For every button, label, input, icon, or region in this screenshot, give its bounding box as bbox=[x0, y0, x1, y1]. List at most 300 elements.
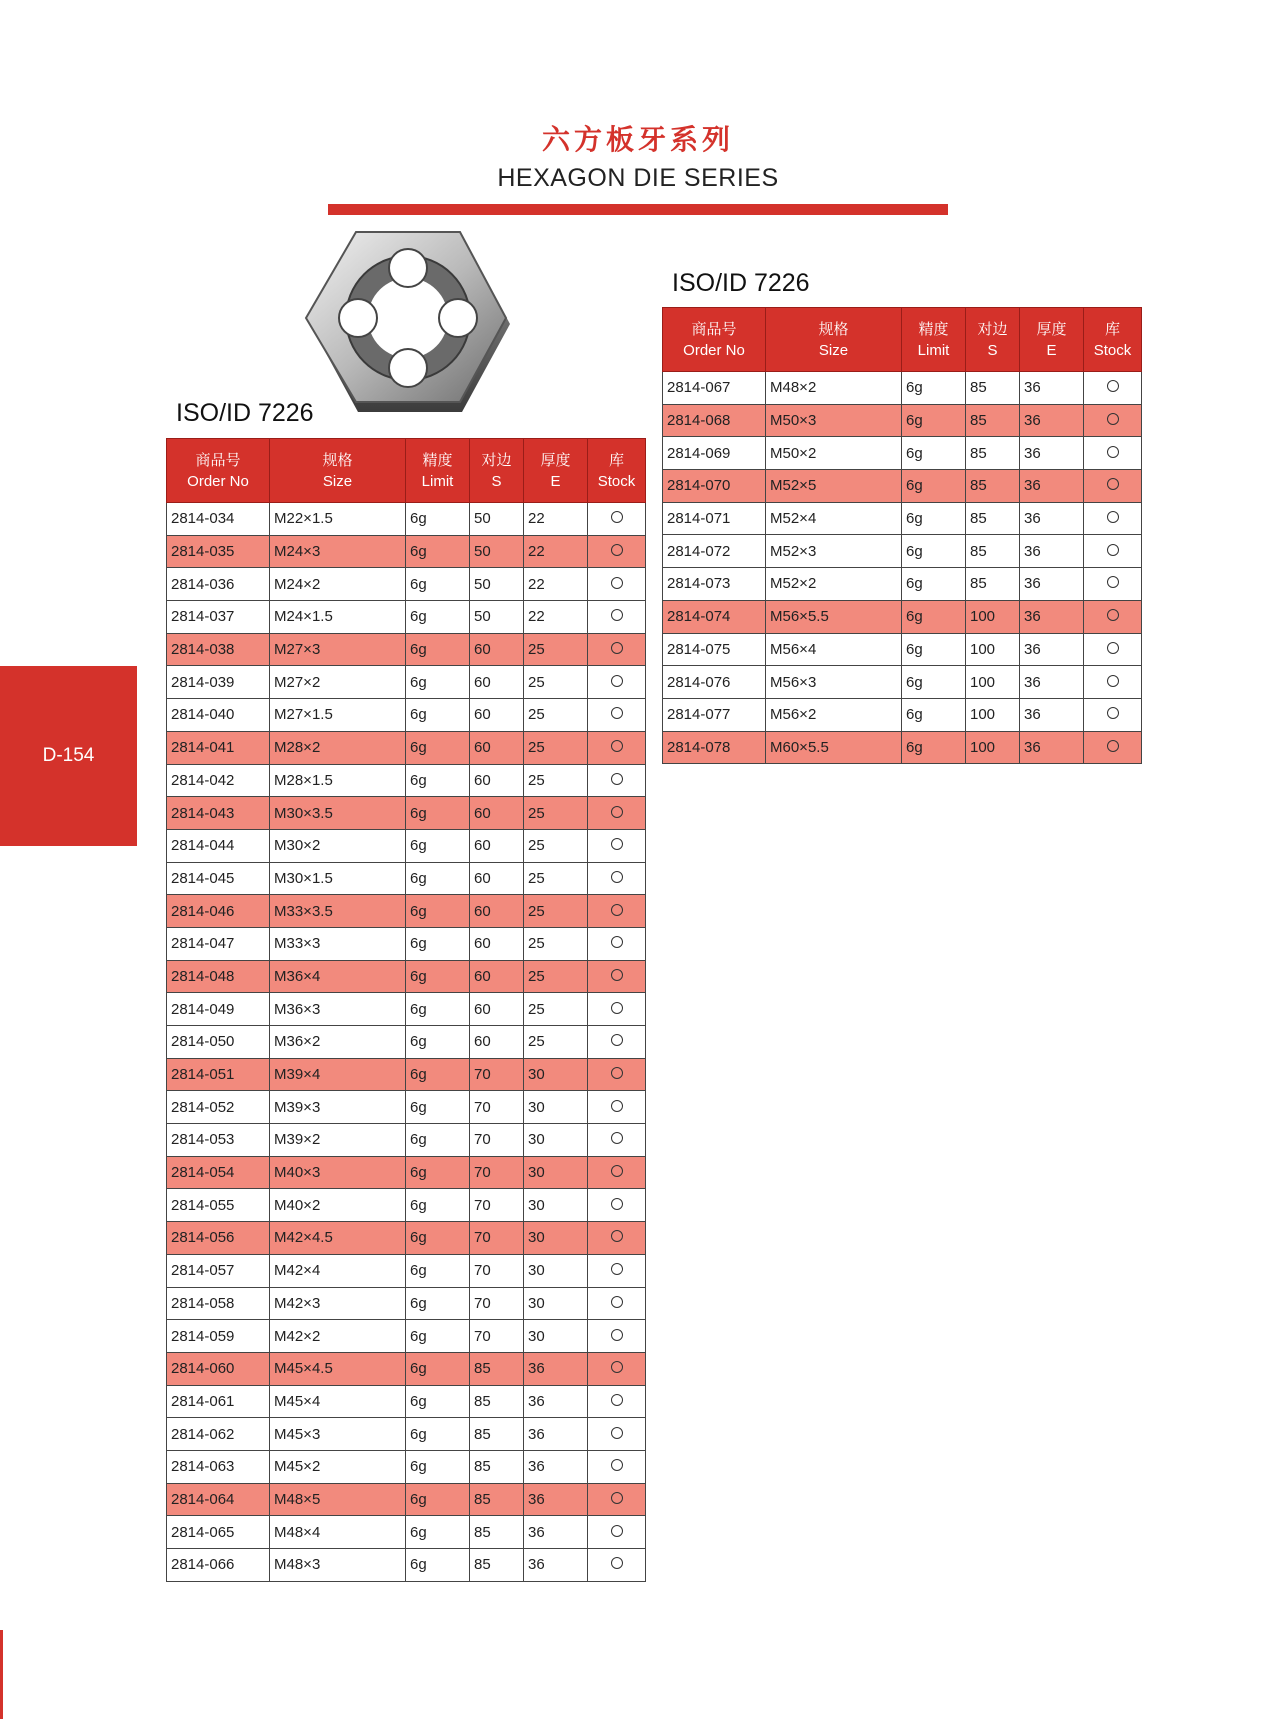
cell-size: M42×2 bbox=[270, 1320, 406, 1353]
table-row bbox=[167, 1385, 646, 1418]
cell-size: M40×3 bbox=[270, 1156, 406, 1189]
cell-order-no: 2814-045 bbox=[167, 862, 270, 895]
cell-stock bbox=[588, 1124, 646, 1157]
cell-limit: 6g bbox=[902, 535, 966, 568]
cell-stock bbox=[588, 601, 646, 634]
cell-stock bbox=[588, 993, 646, 1026]
cell-size: M39×2 bbox=[270, 1124, 406, 1157]
cell-s: 70 bbox=[470, 1058, 524, 1091]
cell-e: 25 bbox=[524, 797, 588, 830]
table-row bbox=[167, 1352, 646, 1385]
cell-s: 70 bbox=[470, 1222, 524, 1255]
table-row bbox=[167, 829, 646, 862]
cell-limit: 6g bbox=[406, 927, 470, 960]
standard-label-right: ISO/ID 7226 bbox=[672, 269, 810, 297]
table-row bbox=[167, 1058, 646, 1091]
cell-e: 36 bbox=[524, 1352, 588, 1385]
cell-e: 25 bbox=[524, 699, 588, 732]
cell-s: 60 bbox=[470, 895, 524, 928]
in-stock-circle-icon bbox=[611, 1525, 623, 1537]
cell-e: 30 bbox=[524, 1189, 588, 1222]
cell-order-no: 2814-060 bbox=[167, 1352, 270, 1385]
cell-limit: 6g bbox=[406, 1549, 470, 1582]
cell-order-no: 2814-052 bbox=[167, 1091, 270, 1124]
cell-s: 70 bbox=[470, 1189, 524, 1222]
edge-marker bbox=[0, 1630, 3, 1719]
header-e: 厚度 E bbox=[524, 439, 588, 503]
cell-limit: 6g bbox=[406, 535, 470, 568]
cell-order-no: 2814-057 bbox=[167, 1254, 270, 1287]
in-stock-circle-icon bbox=[1107, 380, 1119, 392]
header-limit: 精度 Limit bbox=[406, 439, 470, 503]
cell-limit: 6g bbox=[406, 1124, 470, 1157]
cell-stock bbox=[1084, 437, 1142, 470]
cell-size: M56×2 bbox=[766, 698, 902, 731]
cell-limit: 6g bbox=[902, 698, 966, 731]
cell-stock bbox=[588, 797, 646, 830]
cell-order-no: 2814-036 bbox=[167, 568, 270, 601]
in-stock-circle-icon bbox=[1107, 413, 1119, 425]
cell-limit: 6g bbox=[406, 1320, 470, 1353]
cell-limit: 6g bbox=[406, 633, 470, 666]
table-row bbox=[167, 699, 646, 732]
in-stock-circle-icon bbox=[1107, 707, 1119, 719]
cell-order-no: 2814-049 bbox=[167, 993, 270, 1026]
cell-s: 100 bbox=[966, 698, 1020, 731]
cell-e: 36 bbox=[524, 1450, 588, 1483]
table-row bbox=[663, 404, 1142, 437]
cell-size: M50×2 bbox=[766, 437, 902, 470]
in-stock-circle-icon bbox=[1107, 544, 1119, 556]
cell-e: 36 bbox=[1020, 731, 1084, 764]
header-order-no: 商品号 Order No bbox=[167, 439, 270, 503]
in-stock-circle-icon bbox=[611, 936, 623, 948]
in-stock-circle-icon bbox=[1107, 446, 1119, 458]
spec-table-left bbox=[166, 438, 646, 1582]
cell-size: M56×5.5 bbox=[766, 600, 902, 633]
header-limit: 精度 Limit bbox=[902, 308, 966, 372]
table-row bbox=[663, 470, 1142, 503]
cell-order-no: 2814-058 bbox=[167, 1287, 270, 1320]
cell-size: M22×1.5 bbox=[270, 503, 406, 536]
table-row bbox=[663, 731, 1142, 764]
cell-size: M50×3 bbox=[766, 404, 902, 437]
cell-limit: 6g bbox=[902, 470, 966, 503]
cell-size: M39×4 bbox=[270, 1058, 406, 1091]
cell-order-no: 2814-074 bbox=[663, 600, 766, 633]
hexagon-die-icon bbox=[296, 228, 516, 428]
cell-e: 36 bbox=[1020, 502, 1084, 535]
cell-stock bbox=[588, 1483, 646, 1516]
cell-e: 36 bbox=[1020, 535, 1084, 568]
cell-stock bbox=[588, 1320, 646, 1353]
header-size: 规格 Size bbox=[766, 308, 902, 372]
cell-size: M30×2 bbox=[270, 829, 406, 862]
cell-stock bbox=[588, 1450, 646, 1483]
cell-s: 60 bbox=[470, 1026, 524, 1059]
table-row bbox=[167, 601, 646, 634]
cell-stock bbox=[1084, 698, 1142, 731]
cell-size: M45×3 bbox=[270, 1418, 406, 1451]
cell-e: 36 bbox=[1020, 698, 1084, 731]
cell-s: 85 bbox=[470, 1352, 524, 1385]
spec-table-right bbox=[662, 307, 1142, 764]
cell-stock bbox=[588, 1091, 646, 1124]
header-s: 对边 S bbox=[470, 439, 524, 503]
cell-stock bbox=[1084, 535, 1142, 568]
cell-s: 85 bbox=[966, 372, 1020, 405]
cell-order-no: 2814-067 bbox=[663, 372, 766, 405]
cell-size: M45×4 bbox=[270, 1385, 406, 1418]
header-stock: 库 Stock bbox=[1084, 308, 1142, 372]
cell-s: 50 bbox=[470, 535, 524, 568]
in-stock-circle-icon bbox=[611, 1459, 623, 1471]
in-stock-circle-icon bbox=[611, 969, 623, 981]
cell-size: M52×3 bbox=[766, 535, 902, 568]
header-stock: 库 Stock bbox=[588, 439, 646, 503]
cell-e: 30 bbox=[524, 1222, 588, 1255]
table-row bbox=[663, 437, 1142, 470]
cell-s: 85 bbox=[470, 1516, 524, 1549]
in-stock-circle-icon bbox=[611, 1230, 623, 1242]
table-header-row bbox=[663, 308, 1142, 372]
cell-limit: 6g bbox=[902, 437, 966, 470]
cell-s: 85 bbox=[470, 1549, 524, 1582]
cell-limit: 6g bbox=[406, 1483, 470, 1516]
cell-s: 100 bbox=[966, 633, 1020, 666]
table-row bbox=[663, 568, 1142, 601]
cell-limit: 6g bbox=[406, 797, 470, 830]
cell-size: M28×2 bbox=[270, 731, 406, 764]
cell-limit: 6g bbox=[406, 960, 470, 993]
cell-limit: 6g bbox=[406, 1222, 470, 1255]
cell-e: 36 bbox=[1020, 437, 1084, 470]
table-row bbox=[167, 1189, 646, 1222]
cell-s: 100 bbox=[966, 600, 1020, 633]
in-stock-circle-icon bbox=[1107, 642, 1119, 654]
cell-s: 100 bbox=[966, 731, 1020, 764]
cell-stock bbox=[1084, 372, 1142, 405]
cell-e: 36 bbox=[1020, 470, 1084, 503]
table-body-right bbox=[663, 372, 1142, 764]
cell-size: M45×4.5 bbox=[270, 1352, 406, 1385]
cell-stock bbox=[588, 568, 646, 601]
cell-stock bbox=[588, 633, 646, 666]
cell-stock bbox=[588, 1189, 646, 1222]
cell-stock bbox=[1084, 600, 1142, 633]
cell-size: M42×4 bbox=[270, 1254, 406, 1287]
cell-stock bbox=[588, 927, 646, 960]
cell-limit: 6g bbox=[406, 1287, 470, 1320]
cell-order-no: 2814-042 bbox=[167, 764, 270, 797]
in-stock-circle-icon bbox=[1107, 675, 1119, 687]
cell-order-no: 2814-069 bbox=[663, 437, 766, 470]
cell-limit: 6g bbox=[406, 568, 470, 601]
table-row bbox=[167, 927, 646, 960]
cell-order-no: 2814-053 bbox=[167, 1124, 270, 1157]
cell-e: 22 bbox=[524, 568, 588, 601]
cell-stock bbox=[588, 1156, 646, 1189]
table-header-row bbox=[167, 439, 646, 503]
in-stock-circle-icon bbox=[1107, 478, 1119, 490]
cell-order-no: 2814-073 bbox=[663, 568, 766, 601]
cell-size: M30×3.5 bbox=[270, 797, 406, 830]
in-stock-circle-icon bbox=[611, 904, 623, 916]
table-row bbox=[663, 633, 1142, 666]
cell-order-no: 2814-048 bbox=[167, 960, 270, 993]
cell-e: 30 bbox=[524, 1254, 588, 1287]
in-stock-circle-icon bbox=[1107, 511, 1119, 523]
cell-e: 30 bbox=[524, 1124, 588, 1157]
cell-order-no: 2814-078 bbox=[663, 731, 766, 764]
cell-s: 100 bbox=[966, 666, 1020, 699]
cell-limit: 6g bbox=[902, 600, 966, 633]
table-row bbox=[167, 1549, 646, 1582]
cell-limit: 6g bbox=[406, 1156, 470, 1189]
cell-limit: 6g bbox=[406, 1516, 470, 1549]
cell-stock bbox=[588, 535, 646, 568]
cell-stock bbox=[588, 829, 646, 862]
cell-size: M39×3 bbox=[270, 1091, 406, 1124]
header-s: 对边 S bbox=[966, 308, 1020, 372]
in-stock-circle-icon bbox=[611, 511, 623, 523]
table-row bbox=[167, 1156, 646, 1189]
in-stock-circle-icon bbox=[611, 838, 623, 850]
cell-order-no: 2814-071 bbox=[663, 502, 766, 535]
cell-e: 36 bbox=[1020, 404, 1084, 437]
cell-order-no: 2814-076 bbox=[663, 666, 766, 699]
table-row bbox=[167, 568, 646, 601]
table-row bbox=[663, 535, 1142, 568]
cell-limit: 6g bbox=[406, 1385, 470, 1418]
cell-s: 60 bbox=[470, 666, 524, 699]
cell-size: M36×2 bbox=[270, 1026, 406, 1059]
cell-order-no: 2814-077 bbox=[663, 698, 766, 731]
cell-e: 30 bbox=[524, 1091, 588, 1124]
cell-s: 60 bbox=[470, 927, 524, 960]
table-row bbox=[167, 862, 646, 895]
in-stock-circle-icon bbox=[611, 707, 623, 719]
in-stock-circle-icon bbox=[611, 1002, 623, 1014]
cell-e: 25 bbox=[524, 993, 588, 1026]
cell-stock bbox=[588, 1352, 646, 1385]
cell-stock bbox=[588, 1254, 646, 1287]
cell-limit: 6g bbox=[406, 1026, 470, 1059]
cell-order-no: 2814-075 bbox=[663, 633, 766, 666]
cell-order-no: 2814-064 bbox=[167, 1483, 270, 1516]
table-row bbox=[167, 1091, 646, 1124]
in-stock-circle-icon bbox=[611, 577, 623, 589]
cell-order-no: 2814-050 bbox=[167, 1026, 270, 1059]
table-row bbox=[167, 1418, 646, 1451]
cell-s: 60 bbox=[470, 960, 524, 993]
cell-size: M27×2 bbox=[270, 666, 406, 699]
cell-e: 22 bbox=[524, 535, 588, 568]
in-stock-circle-icon bbox=[611, 1427, 623, 1439]
cell-limit: 6g bbox=[406, 1254, 470, 1287]
cell-stock bbox=[588, 1222, 646, 1255]
in-stock-circle-icon bbox=[611, 1034, 623, 1046]
cell-e: 25 bbox=[524, 1026, 588, 1059]
cell-e: 25 bbox=[524, 927, 588, 960]
cell-order-no: 2814-040 bbox=[167, 699, 270, 732]
cell-limit: 6g bbox=[406, 764, 470, 797]
cell-limit: 6g bbox=[902, 404, 966, 437]
in-stock-circle-icon bbox=[611, 1361, 623, 1373]
cell-limit: 6g bbox=[406, 1091, 470, 1124]
cell-stock bbox=[588, 895, 646, 928]
cell-limit: 6g bbox=[406, 1352, 470, 1385]
cell-s: 85 bbox=[470, 1450, 524, 1483]
cell-s: 85 bbox=[966, 470, 1020, 503]
cell-order-no: 2814-054 bbox=[167, 1156, 270, 1189]
cell-e: 30 bbox=[524, 1287, 588, 1320]
cell-s: 85 bbox=[470, 1483, 524, 1516]
cell-e: 30 bbox=[524, 1156, 588, 1189]
cell-limit: 6g bbox=[406, 993, 470, 1026]
in-stock-circle-icon bbox=[611, 773, 623, 785]
cell-stock bbox=[588, 1385, 646, 1418]
cell-s: 50 bbox=[470, 601, 524, 634]
cell-e: 25 bbox=[524, 633, 588, 666]
cell-e: 36 bbox=[1020, 633, 1084, 666]
cell-order-no: 2814-061 bbox=[167, 1385, 270, 1418]
cell-stock bbox=[1084, 404, 1142, 437]
in-stock-circle-icon bbox=[611, 1492, 623, 1504]
cell-limit: 6g bbox=[902, 666, 966, 699]
in-stock-circle-icon bbox=[611, 1296, 623, 1308]
cell-s: 60 bbox=[470, 731, 524, 764]
cell-size: M40×2 bbox=[270, 1189, 406, 1222]
cell-size: M52×5 bbox=[766, 470, 902, 503]
cell-e: 22 bbox=[524, 601, 588, 634]
cell-stock bbox=[588, 764, 646, 797]
cell-limit: 6g bbox=[406, 1058, 470, 1091]
table-row bbox=[663, 600, 1142, 633]
cell-order-no: 2814-065 bbox=[167, 1516, 270, 1549]
header-e: 厚度 E bbox=[1020, 308, 1084, 372]
cell-limit: 6g bbox=[406, 666, 470, 699]
cell-order-no: 2814-066 bbox=[167, 1549, 270, 1582]
cell-size: M33×3.5 bbox=[270, 895, 406, 928]
cell-limit: 6g bbox=[406, 1450, 470, 1483]
table-row bbox=[167, 797, 646, 830]
cell-s: 70 bbox=[470, 1091, 524, 1124]
cell-size: M36×4 bbox=[270, 960, 406, 993]
cell-order-no: 2814-043 bbox=[167, 797, 270, 830]
cell-order-no: 2814-055 bbox=[167, 1189, 270, 1222]
in-stock-circle-icon bbox=[611, 871, 623, 883]
cell-stock bbox=[588, 960, 646, 993]
in-stock-circle-icon bbox=[1107, 576, 1119, 588]
table-row bbox=[167, 535, 646, 568]
cell-size: M24×3 bbox=[270, 535, 406, 568]
cell-e: 30 bbox=[524, 1320, 588, 1353]
in-stock-circle-icon bbox=[611, 1132, 623, 1144]
cell-order-no: 2814-046 bbox=[167, 895, 270, 928]
in-stock-circle-icon bbox=[611, 609, 623, 621]
cell-size: M28×1.5 bbox=[270, 764, 406, 797]
in-stock-circle-icon bbox=[611, 1263, 623, 1275]
cell-stock bbox=[588, 1549, 646, 1582]
table-row bbox=[167, 633, 646, 666]
cell-size: M27×1.5 bbox=[270, 699, 406, 732]
cell-e: 36 bbox=[524, 1385, 588, 1418]
cell-stock bbox=[1084, 502, 1142, 535]
in-stock-circle-icon bbox=[611, 806, 623, 818]
cell-stock bbox=[588, 699, 646, 732]
cell-order-no: 2814-056 bbox=[167, 1222, 270, 1255]
cell-size: M42×3 bbox=[270, 1287, 406, 1320]
table-body-left bbox=[167, 503, 646, 1582]
cell-s: 85 bbox=[966, 437, 1020, 470]
cell-limit: 6g bbox=[406, 699, 470, 732]
cell-e: 36 bbox=[1020, 372, 1084, 405]
cell-size: M48×4 bbox=[270, 1516, 406, 1549]
table-row bbox=[167, 1516, 646, 1549]
table-row bbox=[167, 731, 646, 764]
cell-e: 25 bbox=[524, 960, 588, 993]
cell-e: 36 bbox=[1020, 568, 1084, 601]
table-row bbox=[167, 960, 646, 993]
cell-size: M36×3 bbox=[270, 993, 406, 1026]
cell-stock bbox=[1084, 633, 1142, 666]
table-row bbox=[167, 1124, 646, 1157]
cell-s: 70 bbox=[470, 1156, 524, 1189]
cell-order-no: 2814-063 bbox=[167, 1450, 270, 1483]
cell-s: 85 bbox=[470, 1385, 524, 1418]
cell-size: M52×4 bbox=[766, 502, 902, 535]
cell-size: M33×3 bbox=[270, 927, 406, 960]
cell-order-no: 2814-047 bbox=[167, 927, 270, 960]
cell-e: 25 bbox=[524, 895, 588, 928]
cell-e: 25 bbox=[524, 764, 588, 797]
cell-stock bbox=[1084, 731, 1142, 764]
cell-s: 50 bbox=[470, 568, 524, 601]
cell-order-no: 2814-037 bbox=[167, 601, 270, 634]
cell-e: 25 bbox=[524, 829, 588, 862]
cell-limit: 6g bbox=[406, 601, 470, 634]
cell-limit: 6g bbox=[902, 633, 966, 666]
cell-e: 36 bbox=[1020, 666, 1084, 699]
cell-s: 85 bbox=[966, 404, 1020, 437]
cell-s: 70 bbox=[470, 1320, 524, 1353]
header-size: 规格 Size bbox=[270, 439, 406, 503]
cell-e: 25 bbox=[524, 862, 588, 895]
table-row bbox=[167, 1254, 646, 1287]
cell-e: 36 bbox=[524, 1418, 588, 1451]
cell-limit: 6g bbox=[406, 1418, 470, 1451]
cell-size: M42×4.5 bbox=[270, 1222, 406, 1255]
standard-label-left: ISO/ID 7226 bbox=[176, 399, 314, 427]
cell-s: 60 bbox=[470, 829, 524, 862]
title-english: HEXAGON DIE SERIES bbox=[497, 164, 779, 192]
cell-s: 60 bbox=[470, 862, 524, 895]
in-stock-circle-icon bbox=[611, 740, 623, 752]
cell-stock bbox=[588, 1418, 646, 1451]
table-row bbox=[167, 1320, 646, 1353]
table-row bbox=[167, 1450, 646, 1483]
cell-size: M48×2 bbox=[766, 372, 902, 405]
table-row bbox=[167, 764, 646, 797]
cell-size: M52×2 bbox=[766, 568, 902, 601]
table-row bbox=[663, 698, 1142, 731]
cell-s: 60 bbox=[470, 797, 524, 830]
in-stock-circle-icon bbox=[611, 1100, 623, 1112]
cell-stock bbox=[588, 731, 646, 764]
cell-order-no: 2814-038 bbox=[167, 633, 270, 666]
cell-order-no: 2814-041 bbox=[167, 731, 270, 764]
